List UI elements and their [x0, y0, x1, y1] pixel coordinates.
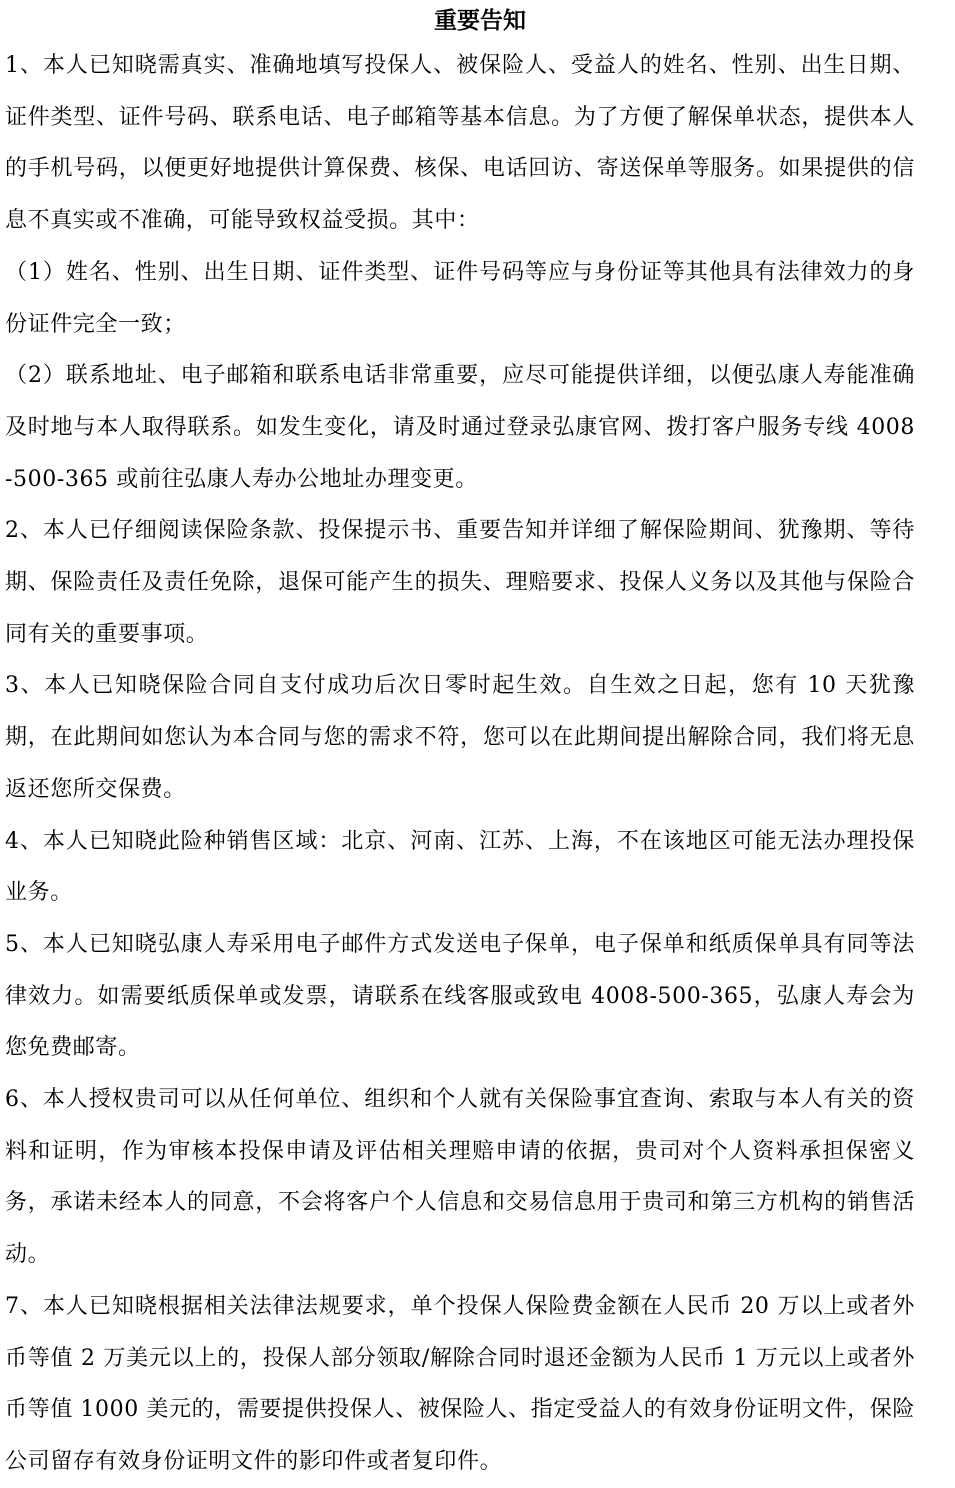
clause-1: 1、本人已知晓需真实、准确地填写投保人、被保险人、受益人的姓名、性别、出生日期、证件类型、证件号码、联系电话、电子邮箱等基本信息。为了方便了解保单状态，提供本人的手机号码，以便更好地提供计算保费、核保、电话回访、寄送保单等服务。如果提供的信息不真实或不准确，可能导致权益受损。其中：: [5, 53, 915, 234]
document-title: 重要告知: [434, 7, 526, 34]
clause-5: 5、本人已知晓弘康人寿采用电子邮件方式发送电子保单，电子保单和纸质保单具有同等法律效力。如需要纸质保单或发票，请联系在线客服或致电 4008-500-365，弘康人寿会为您免费邮寄。: [5, 931, 915, 1061]
clause-6: 6、本人授权贵司可以从任何单位、组织和个人就有关保险事宜查询、索取与本人有关的资料和证明，作为审核本投保申请及评估相关理赔申请的依据，贵司对个人资料承担保密义务，承诺未经本人的同意，不会将客户个人信息和交易信息用于贵司和第三方机构的销售活动。: [5, 1087, 915, 1268]
clause-4: 4、本人已知晓此险种销售区域：北京、河南、江苏、上海，不在该地区可能无法办理投保业务。: [5, 828, 915, 906]
clause-1-sub-2: （2）联系地址、电子邮箱和联系电话非常重要，应尽可能提供详细，以便弘康人寿能准确及时地与本人取得联系。如发生变化，请及时通过登录弘康官网、拨打客户服务专线 4008-500-365 或前往弘康人寿办公地址办理变更。: [5, 363, 915, 492]
clause-3: 3、本人已知晓保险合同自支付成功后次日零时起生效。自生效之日起，您有 10 天犹豫期，在此期间如您认为本合同与您的需求不符，您可以在此期间提出解除合同，我们将无息返还您所交保费。: [5, 673, 915, 802]
clause-2: 2、本人已仔细阅读保险条款、投保提示书、重要告知并详细了解保险期间、犹豫期、等待期、保险责任及责任免除，退保可能产生的损失、理赔要求、投保人义务以及其他与保险合同有关的重要事项。: [5, 518, 915, 647]
clause-1-sub-1: （1）姓名、性别、出生日期、证件类型、证件号码等应与身份证等其他具有法律效力的身份证件完全一致；: [5, 259, 915, 337]
clause-7: 7、本人已知晓根据相关法律法规要求，单个投保人保险费金额在人民币 20 万以上或者外币等值 2 万美元以上的，投保人部分领取/解除合同时退还金额为人民币 1 万元以上或者外币等值 1000 美元的，需要提供投保人、被保险人、指定受益人的有效身份证明文件，保险公司留存有效身份证明文件的影印件或者复印件。: [5, 1293, 915, 1474]
